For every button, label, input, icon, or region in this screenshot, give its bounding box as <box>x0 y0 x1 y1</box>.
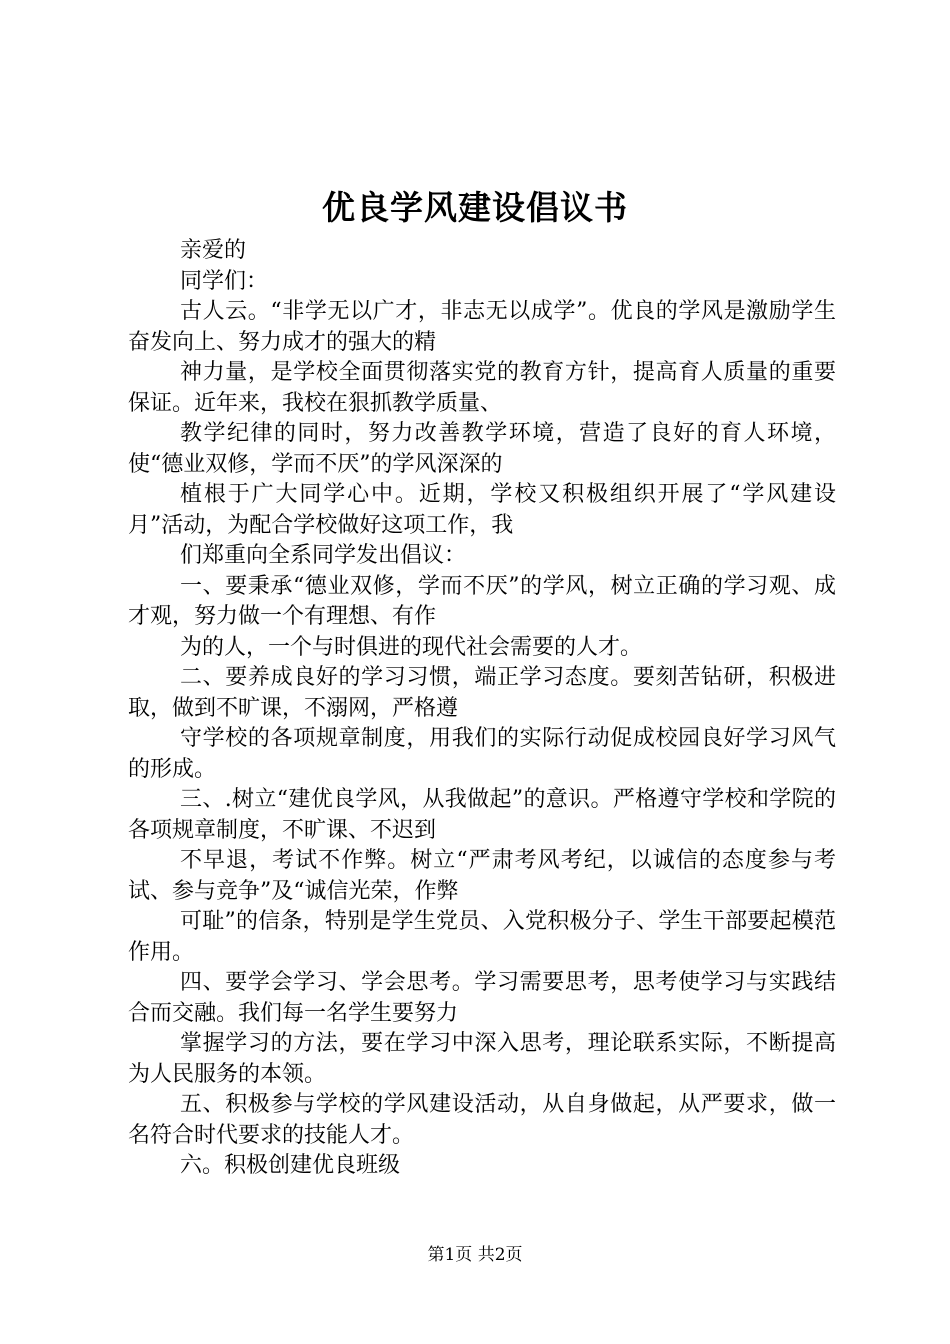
paragraph: 四、要学会学习、学会思考。学习需要思考，思考使学习与实践结合而交融。我们每一名学生要努力 <box>128 970 836 1026</box>
paragraph: 三、.树立“建优良学风，从我做起”的意识。严格遵守学校和学院的各项规章制度，不旷课、不迟到 <box>128 787 836 843</box>
paragraph: 植根于广大同学心中。近期，学校又积极组织开展了“学风建设月”活动，为配合学校做好这项工作，我 <box>128 482 836 538</box>
paragraph: 神力量，是学校全面贯彻落实党的教育方针，提高育人质量的重要保证。近年来，我校在狠抓教学质量、 <box>128 360 836 416</box>
document-title: 优良学风建设倡议书 <box>322 188 628 227</box>
paragraph: 守学校的各项规章制度，用我们的实际行动促成校园良好学习风气的形成。 <box>128 726 836 782</box>
paragraph: 教学纪律的同时，努力改善教学环境，营造了良好的育人环境，使“德业双修，学而不厌”的学风深深的 <box>128 421 836 477</box>
paragraph: 们郑重向全系同学发出倡议： <box>180 543 467 568</box>
page-number: 第1页 共2页 <box>427 1245 523 1265</box>
paragraph: 亲爱的 <box>180 238 247 263</box>
paragraph: 不早退，考试不作弊。树立“严肃考风考纪，以诚信的态度参与考试、参与竞争”及“诚信光荣，作弊 <box>128 848 836 904</box>
paragraph: 六。积极创建优良班级 <box>180 1153 401 1178</box>
paragraph: 一、要秉承“德业双修，学而不厌”的学风，树立正确的学习观、成才观，努力做一个有理想、有作 <box>128 573 836 629</box>
paragraph: 为的人，一个与时俱进的现代社会需要的人才。 <box>180 634 643 660</box>
document-body <box>128 236 836 1182</box>
paragraph: 二、要养成良好的学习习惯，端正学习态度。要刻苦钻研，积极进取，做到不旷课，不溺网，严格遵 <box>128 665 836 721</box>
paragraph: 可耻”的信条，特别是学生党员、入党积极分子、学生干部要起模范作用。 <box>128 909 836 965</box>
paragraph: 五、积极参与学校的学风建设活动，从自身做起，从严要求，做一名符合时代要求的技能人才。 <box>128 1092 836 1148</box>
paragraph: 古人云。“非学无以广才，非志无以成学”。优良的学风是激励学生奋发向上、努力成才的强大的精 <box>128 299 836 355</box>
paragraph: 同学们： <box>180 268 269 294</box>
paragraph: 掌握学习的方法，要在学习中深入思考，理论联系实际，不断提高为人民服务的本领。 <box>128 1031 836 1087</box>
